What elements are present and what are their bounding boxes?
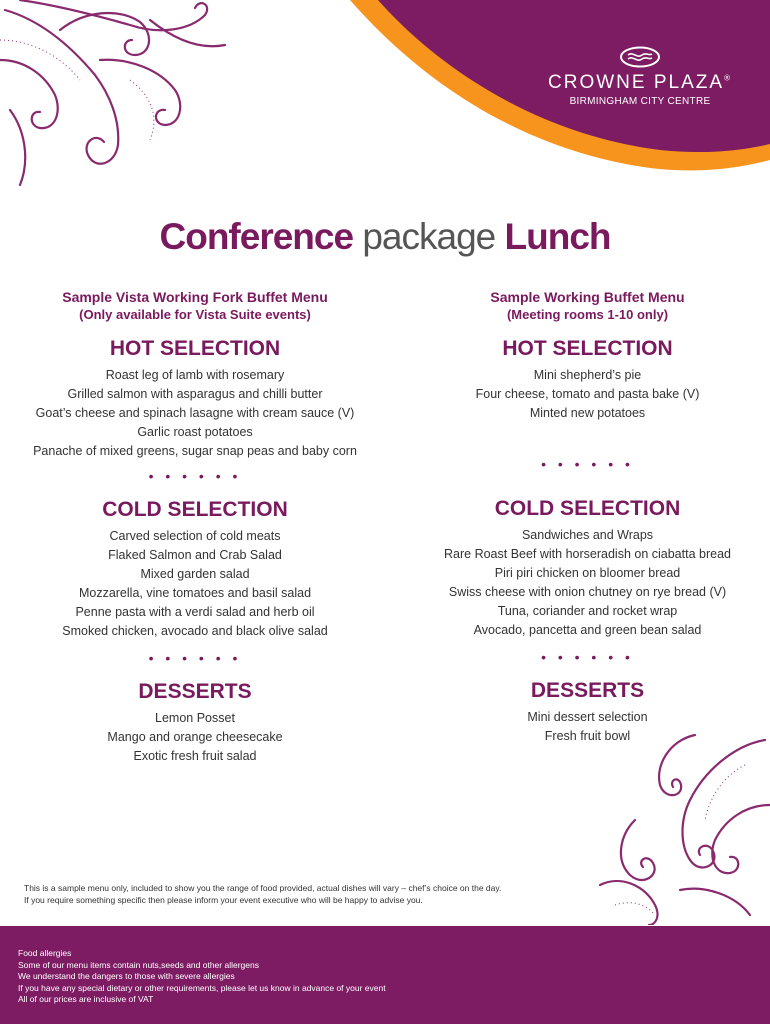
brand-location: BIRMINGHAM CITY CENTRE: [569, 96, 711, 107]
list-item: Swiss cheese with onion chutney on rye bread (V): [448, 585, 727, 599]
list-item: Grilled salmon with asparagus and chilli butter: [67, 387, 323, 401]
list-item: Garlic roast potatoes: [137, 425, 253, 439]
decorative-swirl-bottom-right-icon: [575, 725, 770, 925]
list-item: Smoked chicken, avocado and black olive salad: [62, 624, 328, 638]
list-item: Mini dessert selection: [527, 710, 648, 724]
footer-line: Food allergies: [18, 948, 72, 958]
left-menu-note: (Only available for Vista Suite events): [79, 307, 311, 322]
footer-allergies: [0, 926, 770, 1024]
separator-dots: • • • • • •: [541, 456, 634, 472]
left-cold-heading: COLD SELECTION: [102, 498, 288, 521]
left-hot-heading: HOT SELECTION: [109, 337, 281, 360]
list-item: Carved selection of cold meats: [109, 529, 281, 543]
footer-line: If you have any special dietary or other requirements, please let us know in advance of your event: [18, 982, 386, 993]
separator-dots: • • • • • •: [148, 468, 242, 484]
footer-line: All of our prices are inclusive of VAT: [18, 994, 154, 1004]
list-item: Mini shepherd’s pie: [533, 368, 642, 382]
disclaimer: [24, 882, 584, 906]
brand-logo-block: [520, 46, 760, 107]
list-item: Piri piri chicken on bloomer bread: [494, 566, 681, 580]
list-item: Sandwiches and Wraps: [521, 528, 654, 542]
separator-dots: • • • • • •: [148, 650, 242, 666]
footer-line: We understand the dangers to those with severe allergies: [18, 971, 235, 981]
list-item: Goat’s cheese and spinach lasagne with cream sauce (V): [35, 406, 355, 420]
right-desserts-list: [405, 708, 770, 746]
list-item: Four cheese, tomato and pasta bake (V): [475, 387, 700, 401]
left-menu-column: [20, 288, 370, 766]
list-item: Roast leg of lamb with rosemary: [105, 368, 285, 382]
left-hot-list: [20, 366, 370, 461]
left-desserts-list: [20, 709, 370, 766]
list-item: Mango and orange cheesecake: [107, 730, 283, 744]
brand-name: CROWNE PLAZA®: [548, 72, 732, 93]
list-item: Flaked Salmon and Crab Salad: [108, 548, 282, 562]
list-item: Penne pasta with a verdi salad and herb oil: [75, 605, 315, 619]
left-menu-title: Sample Vista Working Fork Buffet Menu: [62, 289, 328, 305]
separator-dots: • • • • • •: [541, 649, 634, 665]
right-menu-note: (Meeting rooms 1-10 only): [506, 307, 669, 322]
right-hot-heading: HOT SELECTION: [502, 337, 673, 360]
list-item: Minted new potatoes: [529, 406, 646, 420]
list-item: Rare Roast Beef with horseradish on ciabatta bread: [444, 547, 731, 561]
decorative-swirl-top-left-icon: [0, 0, 230, 200]
left-desserts-heading: DESSERTS: [138, 680, 252, 703]
right-hot-list: [405, 366, 770, 423]
right-cold-heading: COLD SELECTION: [494, 497, 681, 520]
list-item: Exotic fresh fruit salad: [133, 749, 257, 763]
list-item: Avocado, pancetta and green bean salad: [473, 623, 702, 637]
right-desserts-heading: DESSERTS: [530, 679, 645, 702]
list-item: Lemon Posset: [155, 711, 235, 725]
right-menu-title: Sample Working Buffet Menu: [490, 289, 685, 305]
list-item: Tuna, coriander and rocket wrap: [497, 604, 678, 618]
footer-line: Some of our menu items contain nuts,seeds and other allergens: [18, 959, 259, 970]
disclaimer-line: This is a sample menu only, included to show you the range of food provided, actual dishes will vary – chef’s choice on the day.: [24, 883, 502, 893]
list-item: Panache of mixed greens, sugar snap peas and baby corn: [33, 444, 357, 458]
left-cold-list: [20, 527, 370, 641]
disclaimer-line: If you require something specific then please inform your event executive who will be happy to advise you.: [24, 895, 423, 905]
page-title: Conference package Lunch: [159, 216, 611, 257]
right-cold-list: [405, 526, 770, 640]
crown-logo-icon: [619, 46, 661, 68]
right-menu-column: [405, 288, 770, 746]
list-item: Mozzarella, vine tomatoes and basil salad: [78, 586, 312, 600]
list-item: Fresh fruit bowl: [544, 729, 631, 743]
list-item: Mixed garden salad: [140, 567, 250, 581]
